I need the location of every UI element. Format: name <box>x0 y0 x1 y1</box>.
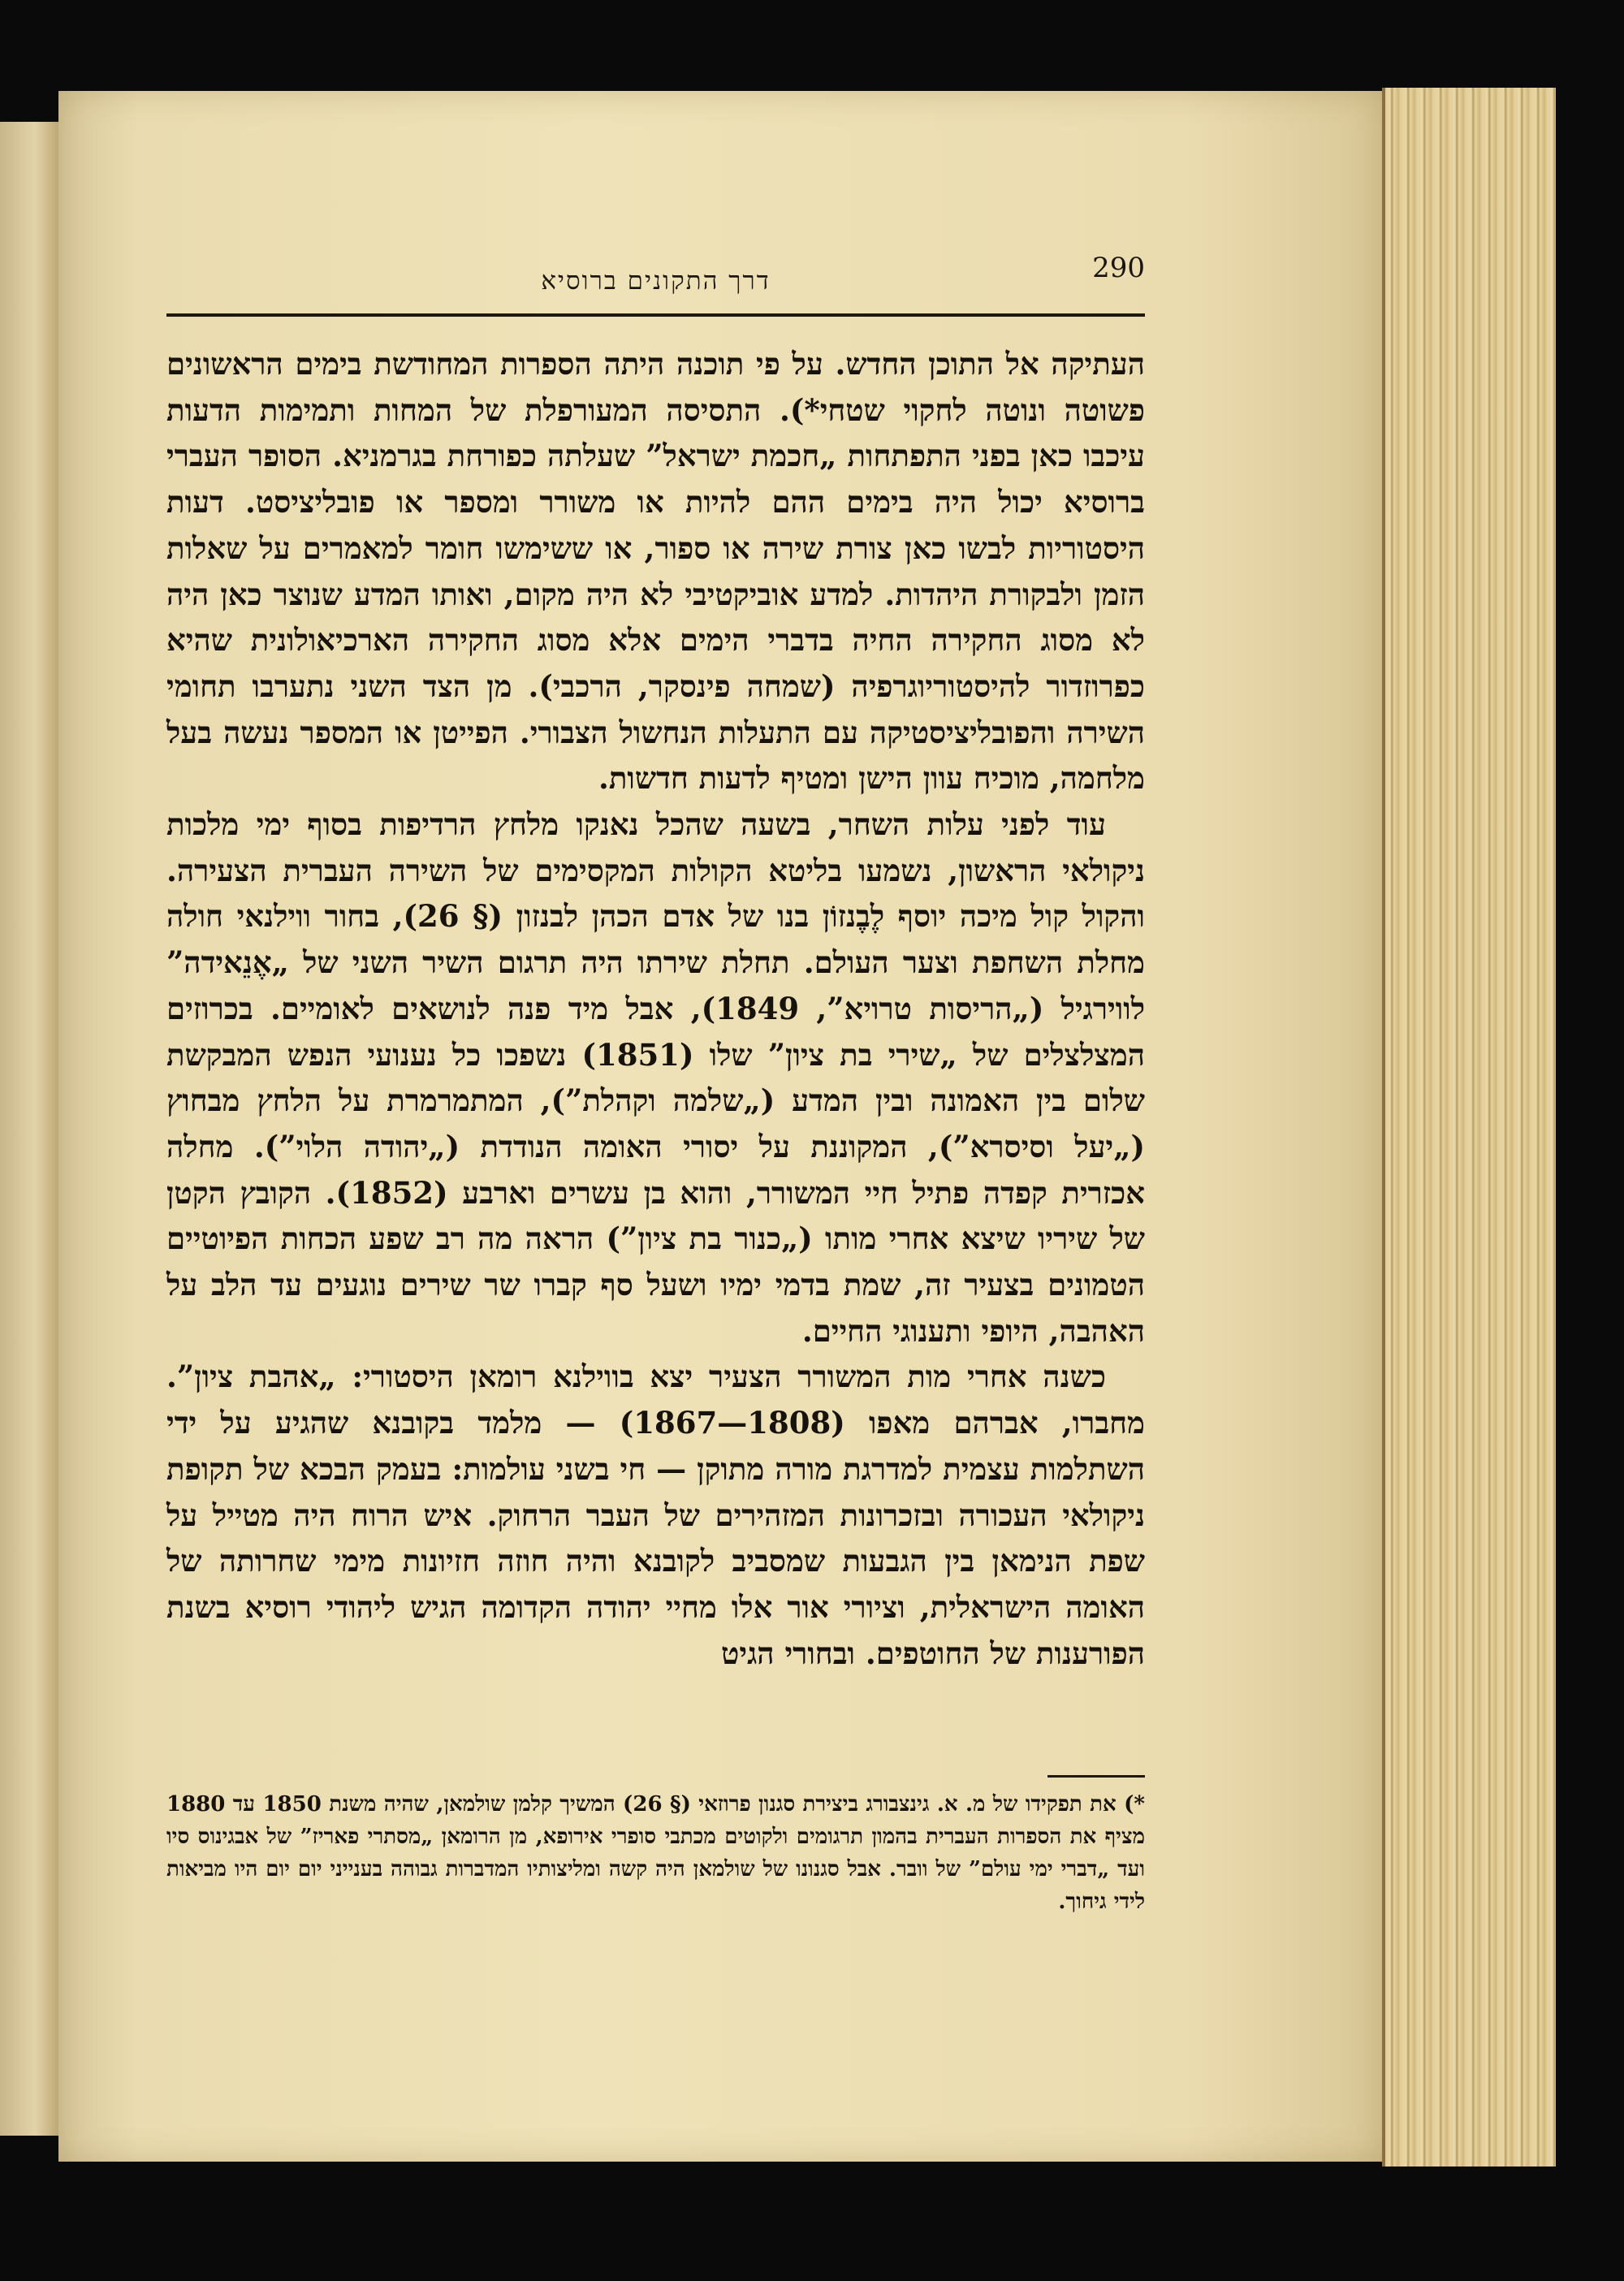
footnote-rule <box>1047 1775 1145 1778</box>
paragraph: העתיקה אל התוכן החדש. על פי תוכנה היתה הספרות המחודשת בימים הראשונים פשוטה ונוטה לחקוי שטחי*). התסיסה המעורפלת של המחות ותמימות הדעות עיכבו כאן בפני התפתחות „חכמת ישראל” שעלתה כפורחת בגרמניא. הסופר העברי ברוסיא יכול היה בימים ההם להיות או משורר ומספר או פובליציסט. דעות היסטוריות לבשו כאן צורת שירה או ספור, או ששימשו חומר למאמרים על שאלות הזמן ולבקורת היהדות. למדע אוביקטיבי לא היה מקום, ואותו המדע שנוצר כאן היה לא מסוג החקירה החיה בדברי הימים אלא מסוג החקירה הארכיאולונית שהיא כפרוזדור להיסטוריוגרפיה (שמחה פינסקר, הרכבי). מן הצד השני נתערבו תחומי השירה והפובליציסטיקה עם התעלות הנחשול הצבורי. הפייטן או המספר נעשה בעל מלחמה, מוכיח עוון הישן ומטיף לדעות חדשות. <box>166 346 1145 797</box>
running-title: דרך התקונים ברוסיא <box>541 266 771 296</box>
body-text <box>166 341 1145 1676</box>
paragraph: עוד לפני עלות השחר, בשעה שהכל נאנקו מלחץ הרדיפות בסוף ימי מלכות ניקולאי הראשון, נשמעו בליטא הקולות המקסימים של השירה העברית הצעירה. והקול קול מיכה יוסף לֶבֶנזוֹן בנו של אדם הכהן לבנזון (§ 26), בחור ווילנאי חולה מחלת השחפת וצער העולם. תחלת שירתו היה תרגום השיר השני של „אֶנֵאידה” לווירגיל („הריסות טרויא”, 1849), אבל מיד פנה לנושאים לאומיים. בכרוזים המצלצלים של „שירי בת ציון” שלו (1851) נשפכו כל נענועי הנפש המבקשת שלום בין האמונה ובין המדע („שלמה וקהלת”), המתמרמרת על הלחץ מבחוץ („יעל וסיסרא”), המקוננת על יסורי האומה הנודדת („יהודה הלוי”). מחלה אכזרית קפדה פתיל חיי המשורר, והוא בן עשרים וארבע (1852). הקובץ הקטן של שיריו שיצא אחרי מותו („כנור בת ציון”) הראה מה רב שפע הכחות הפיוטיים הטמונים בצעיר זה, שמת בדמי ימיו ושעל סף קברו שר שירים נוגעים עד הלב על האהבה, היופי ותענוגי החיים. <box>166 806 1146 1349</box>
footnote <box>166 1788 1145 1918</box>
paragraph: כשנה אחרי מות המשורר הצעיר יצא בווילנא רומאן היסטורי: „אהבת ציון”. מחברו, אברהם מאפו (1808—1867) — מלמד בקובנא שהגיע על ידי השתלמות עצמית למדרגת מורה מתוקן — חי בשני עולמות: בעמק הבכא של תקופת ניקולאי העכורה ובזכרונות המזהירים של העבר הרחוק. איש הרוח היה מטייל על שפת הנימאן בין הגבעות שמסביב לקובנא והיה חוזה חזיונות מימי שחרותה של האומה הישראלית, וציורי אור אלו מחיי יהודה הקדומה הגיש ליהודי רוסיא בשנת הפורענות של החוטפים. ובחורי הגיט <box>166 1359 1145 1671</box>
page-stack-edges <box>1382 88 1556 2167</box>
footnote-text: *) את תפקידו של מ. א. גינצבורג ביצירת סגנון פרוזאי (§ 26) המשיך קלמן שולמאן, שהיה משנת 1850 עד 1880 מציף את הספרות העברית בהמון תרגומים ולקוטים מכתבי סופרי אירופא, מן הרומאן „מסתרי פאריז” של אבגינוס סיו ועד „דברי ימי עולם” של וובר. אבל סגנונו של שולמאן היה קשה ומליצותיו המדברות גבוהה בענייני יום יום היו מביאות לידי גיחוך. <box>166 1792 1146 1914</box>
header-rule <box>166 313 1145 317</box>
facing-page-edge <box>0 122 61 2136</box>
page-number: 290 <box>1092 252 1145 284</box>
page-header <box>166 248 1145 313</box>
